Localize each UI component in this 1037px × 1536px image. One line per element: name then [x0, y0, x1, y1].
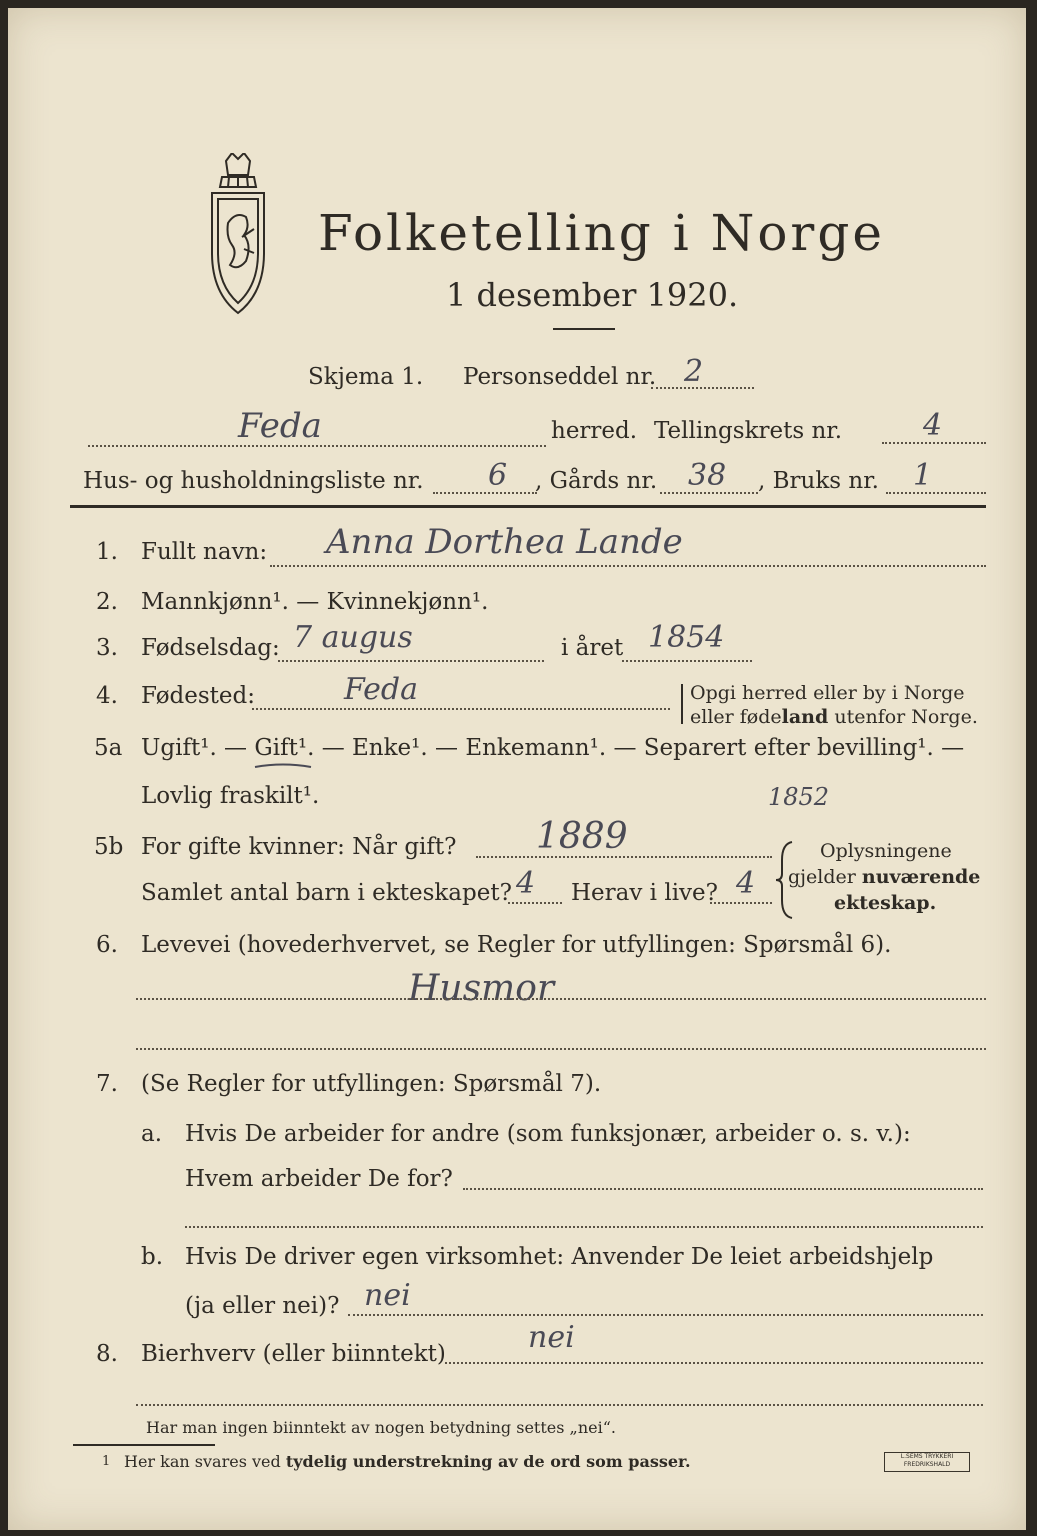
footnote-text: Her kan svares ved tydelig understrekning av de ord som passer.: [124, 1452, 691, 1471]
tellingskrets-value[interactable]: 4: [923, 408, 943, 443]
q6-number: 6.: [96, 932, 118, 958]
q1-label: Fullt navn:: [141, 539, 268, 565]
q8-label: Bierhverv (eller biinntekt): [141, 1341, 446, 1367]
form-title: Folketelling i Norge: [318, 204, 885, 262]
q7b-number: b.: [141, 1244, 164, 1270]
form-subtitle: 1 desember 1920.: [446, 276, 739, 314]
herred-label: herred.: [551, 418, 638, 444]
q5b-note-line2: gjelder nuværende: [788, 866, 981, 888]
husholdningsliste-value[interactable]: 6: [488, 458, 508, 493]
q7a-line1: [463, 1188, 983, 1190]
bruks-value[interactable]: 1: [913, 458, 933, 493]
q8-line2: [136, 1404, 983, 1406]
gards-label: , Gårds nr.: [535, 468, 658, 494]
gift-underline: [253, 761, 313, 771]
q5a-margin-note: 1852: [768, 783, 830, 811]
q3-year-line: [622, 660, 752, 662]
q5a-line2[interactable]: Lovlig fraskilt¹.: [141, 783, 320, 809]
herred-value[interactable]: Feda: [238, 406, 322, 446]
q7a-question: Hvem arbeider De for?: [185, 1166, 453, 1192]
q8-value[interactable]: nei: [528, 1320, 575, 1355]
footnote-number: 1: [102, 1454, 111, 1469]
q1-number: 1.: [96, 539, 118, 565]
barn-label: Samlet antal barn i ekteskapet?: [141, 880, 512, 906]
q2-options: [141, 589, 488, 615]
q8-number: 8.: [96, 1341, 118, 1367]
other-options[interactable]: — Enke¹. — Enkemann¹. — Separert efter bevilling¹. —: [314, 735, 965, 761]
q4-note-line1: Opgi herred eller by i Norge: [690, 682, 965, 704]
live-label: Herav i live?: [571, 880, 718, 906]
q6-line2: [136, 1048, 986, 1050]
q1-line: [270, 565, 986, 567]
q4-line: [252, 708, 670, 710]
bruks-line: [886, 492, 986, 494]
personseddel-value[interactable]: 2: [684, 354, 704, 389]
q4-note-line2: eller fødeland utenfor Norge.: [690, 706, 978, 728]
biinntekt-note: Har man ingen biinntekt av nogen betydning settes „nei“.: [146, 1418, 616, 1437]
tellingskrets-label: Tellingskrets nr.: [654, 418, 843, 444]
coat-of-arms-icon: [198, 153, 278, 318]
title-divider: [553, 328, 615, 330]
female-option[interactable]: Kvinnekjønn¹.: [326, 589, 489, 615]
printer-stamp: L.SEMS TRYKKERI FREDRIKSHALD: [884, 1452, 970, 1472]
q8-line1: [445, 1362, 983, 1364]
q3-year-value[interactable]: 1854: [648, 620, 725, 655]
husholdningsliste-line: [433, 492, 537, 494]
q7b-question: (ja eller nei)?: [185, 1293, 340, 1319]
q6-label: Levevei (hovederhvervet, se Regler for utfyllingen: Spørsmål 6).: [141, 932, 892, 958]
q7-label: (Se Regler for utfyllingen: Spørsmål 7).: [141, 1071, 602, 1097]
q7-number: 7.: [96, 1071, 118, 1097]
q3-number: 3.: [96, 635, 118, 661]
q4-label: Fødested:: [141, 683, 256, 709]
q7a-line2: [185, 1226, 983, 1228]
census-form: [8, 8, 1026, 1530]
q4-value[interactable]: Feda: [344, 672, 419, 707]
barn-value[interactable]: 4: [516, 866, 536, 901]
gift-option[interactable]: Gift¹.: [254, 735, 315, 761]
q3-label: Fødselsdag:: [141, 635, 280, 661]
q4-number: 4.: [96, 683, 118, 709]
header-divider: [70, 505, 986, 508]
personseddel-label: Personseddel nr.: [463, 364, 657, 390]
q2-number: 2.: [96, 589, 118, 615]
ugift-option[interactable]: Ugift¹. —: [141, 735, 255, 761]
q3-value[interactable]: 7 augus: [293, 620, 413, 655]
footnote-divider: [73, 1444, 215, 1446]
q3-year-label: i året: [561, 635, 624, 661]
q5b-label: For gifte kvinner: Når gift?: [141, 834, 457, 860]
bruks-label: , Bruks nr.: [758, 468, 879, 494]
q5b-note-line3: ekteskap.: [834, 892, 937, 914]
barn-line: [508, 902, 562, 904]
q5b-number: 5b: [94, 834, 124, 860]
q5b-value[interactable]: 1889: [536, 816, 628, 857]
q7b-line: [348, 1314, 983, 1316]
live-line: [710, 902, 772, 904]
q5a-options: [141, 735, 964, 761]
husholdningsliste-label: Hus- og husholdningsliste nr.: [83, 468, 424, 494]
q4-brace: [681, 684, 683, 724]
gards-value[interactable]: 38: [688, 458, 727, 493]
q3-line: [278, 660, 544, 662]
q7a-number: a.: [141, 1121, 163, 1147]
skjema-label: Skjema 1.: [308, 364, 424, 390]
q6-line1: [136, 998, 986, 1000]
live-value[interactable]: 4: [736, 866, 756, 901]
q7b-value[interactable]: nei: [364, 1278, 411, 1313]
q5b-note-line1: Oplysningene: [820, 840, 952, 862]
q6-value[interactable]: Husmor: [408, 968, 555, 1009]
q5a-number: 5a: [94, 735, 123, 761]
q1-value[interactable]: Anna Dorthea Lande: [326, 522, 683, 562]
male-option[interactable]: Mannkjønn¹. —: [141, 589, 327, 615]
q7a-text: Hvis De arbeider for andre (som funksjonær, arbeider o. s. v.):: [185, 1121, 911, 1147]
q7b-text: Hvis De driver egen virksomhet: Anvender De leiet arbeidshjelp: [185, 1244, 934, 1270]
